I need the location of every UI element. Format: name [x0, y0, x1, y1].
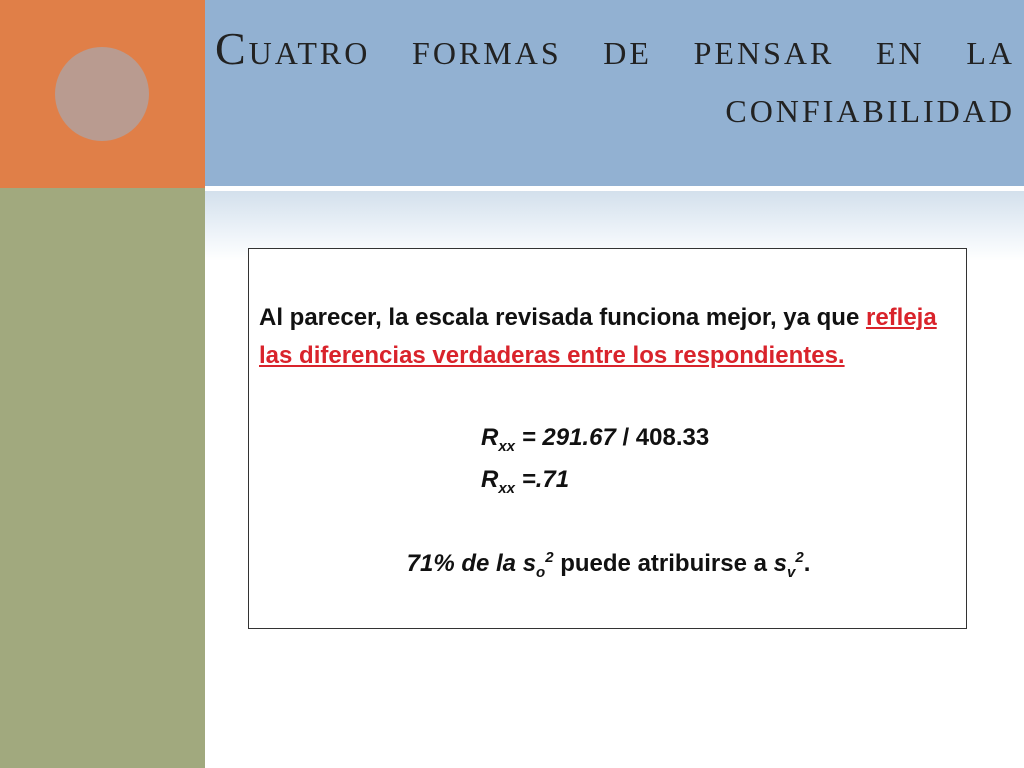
conclusion-var2: s	[773, 550, 787, 577]
formula-ratio-symbol: R	[481, 424, 499, 451]
paragraph-lead: Al parecer, la escala revisada funciona mejor, ya que	[259, 304, 866, 331]
content-box	[248, 248, 967, 629]
formula-ratio-subscript: xx	[498, 437, 516, 455]
slide-title: Cuatro formas de pensar en la confiabilidad	[215, 23, 1015, 132]
formula-result-subscript: xx	[498, 479, 516, 497]
formula-result-symbol: R	[481, 466, 499, 493]
formula-result-expression: =.71	[515, 466, 570, 493]
conclusion-sup2: 2	[795, 549, 804, 566]
left-sidebar-bar	[0, 188, 205, 768]
conclusion-end: .	[803, 550, 811, 577]
paragraph-highlight: refleja las diferencias verdaderas entre los respondientes.	[259, 304, 937, 369]
formula-result	[481, 461, 569, 499]
formula-ratio-expression: = 291.67	[515, 424, 616, 451]
formula-ratio-denominator: / 408.33	[615, 424, 710, 451]
explanation-paragraph	[259, 299, 939, 375]
formula-ratio	[481, 419, 709, 457]
conclusion-part1: 71% de la s	[406, 550, 537, 577]
conclusion-sup1: 2	[545, 549, 554, 566]
decorative-circle	[55, 47, 149, 141]
conclusion-sub1: o	[536, 563, 546, 581]
conclusion-sub2: v	[787, 563, 796, 581]
conclusion-middle: puede atribuirse a	[553, 550, 774, 577]
conclusion-line	[249, 545, 968, 583]
